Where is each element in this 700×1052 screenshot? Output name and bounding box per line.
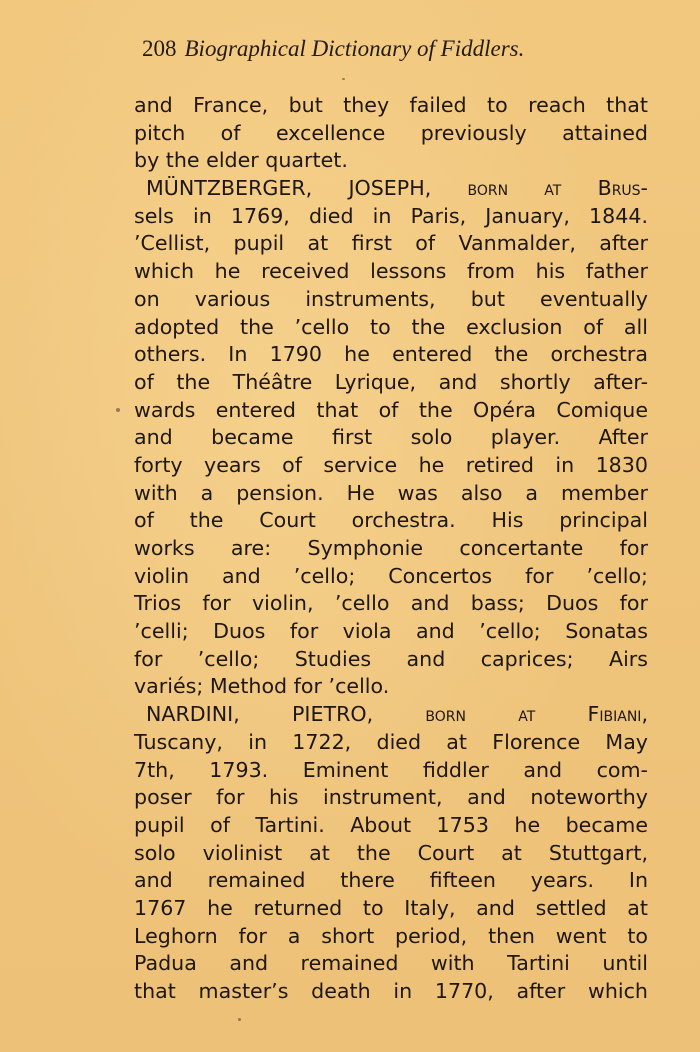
running-title: Biographical Dictionary of Fiddlers. [184,36,525,61]
page-number: 208 [142,36,177,61]
text-line: which he received lessons from his father [134,259,648,284]
text-line: with a pension. He was also a member [134,480,648,505]
paper-speck [342,78,345,80]
body-text [134,92,648,1006]
text-line: variés; Method for ’cello. [134,674,390,699]
text-line: of the Théâtre Lyrique, and shortly after- [134,369,648,394]
text-line: Tuscany, in 1722, died at Florence May [134,729,648,754]
text-line: by the elder quartet. [134,148,348,173]
text-line: pitch of excellence previously attained [134,120,648,145]
text-line: and became first solo player. After [134,425,648,450]
text-line: for ’cello; Studies and caprices; Airs [134,646,648,671]
text-line: violin and ’cello; Concertos for ’cello; [134,563,648,588]
text-line: pupil of Tartini. About 1753 he became [134,812,648,837]
text-line: ’Cellist, pupil at first of Vanmalder, after [134,231,648,256]
text-line: solo violinist at the Court at Stuttgart, [134,840,648,865]
text-line: adopted the ’cello to the exclusion of all [134,314,648,339]
text-line: of the Court orchestra. His principal [134,508,648,533]
text-line: Leghorn for a short period, then went to [134,923,648,948]
paper-speck [238,1018,241,1021]
text-line: others. In 1790 he entered the orchestra [134,342,648,367]
text-line: works are: Symphonie concertante for [134,536,648,560]
entry-heading-line: NARDINI, PIETRO, born at Fibiani, [146,702,648,727]
text-line: that master’s death in 1770, after which [134,979,648,1003]
text-line: sels in 1769, died in Paris, January, 1844. [134,203,648,228]
entry-heading-line: MÜNTZBERGER, JOSEPH, born at Brus- [146,176,648,201]
text-line: and France, but they failed to reach that [134,93,648,117]
text-line: on various instruments, but eventually [134,286,648,311]
text-line: poser for his instrument, and noteworthy [134,785,648,810]
text-line: 1767 he returned to Italy, and settled at [134,895,648,920]
text-line: wards entered that of the Opéra Comique [134,397,648,422]
text-line: forty years of service he retired in 1830 [134,452,648,477]
text-line: Padua and remained with Tartini until [134,951,648,976]
text-line: 7th, 1793. Eminent fiddler and com- [134,757,648,782]
paper-speck [116,408,120,412]
text-line: and remained there fifteen years. In [134,868,648,893]
text-line: Trios for violin, ’cello and bass; Duos for [134,591,648,616]
text-line: ’celli; Duos for viola and ’cello; Sonatas [134,619,648,644]
running-header [142,36,524,62]
